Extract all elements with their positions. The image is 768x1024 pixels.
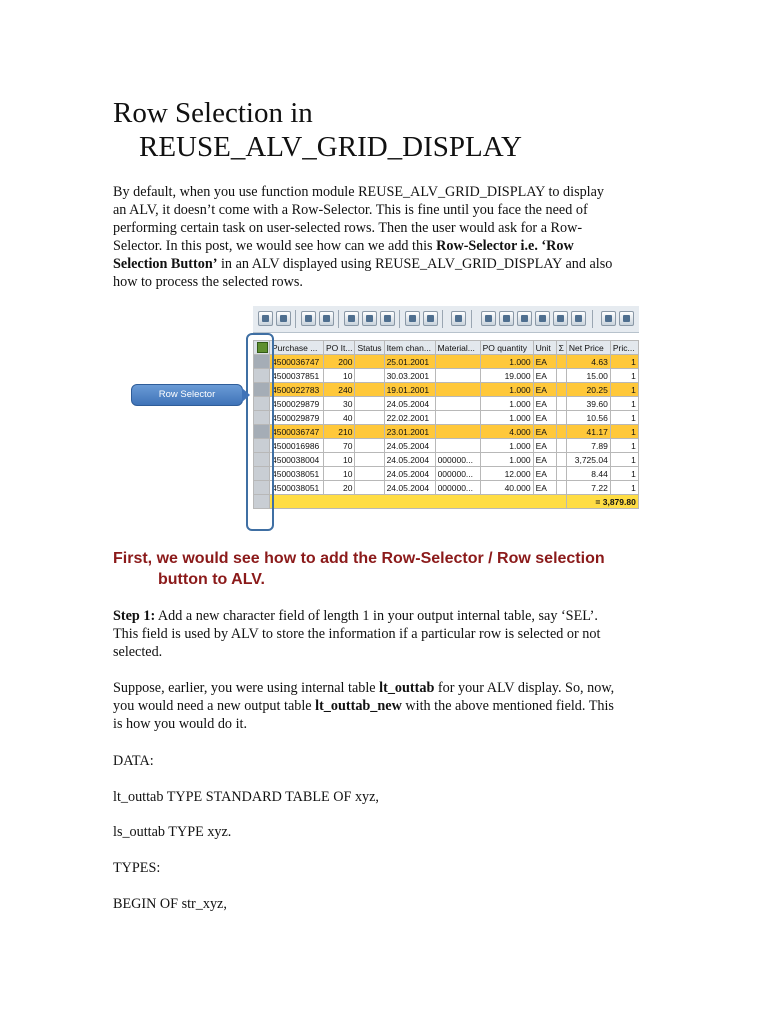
section-heading-line-1: First, we would see how to add the Row-Selector / Row selection — [113, 550, 605, 567]
toolbar-separator — [471, 310, 472, 328]
graphic-icon[interactable] — [571, 311, 586, 326]
cell-po-quantity[interactable]: 1.000 — [480, 453, 533, 467]
intro-line-2: an ALV, it doesn’t come with a Row-Selector. This is fine until you face the need of — [113, 202, 588, 218]
alv-grid-table — [253, 340, 639, 509]
cell-unit[interactable]: EA — [533, 467, 556, 481]
sort-ascending-icon[interactable] — [344, 311, 359, 326]
cell-purchase-order[interactable]: 4500022783 — [270, 383, 324, 397]
details-icon[interactable] — [258, 311, 273, 326]
cell-material[interactable]: 000000... — [435, 453, 480, 467]
code-ls-outtab: ls_outtab TYPE xyz. — [113, 824, 232, 840]
intro-line-4-bold: Row-Selector i.e. ‘Row — [436, 238, 574, 254]
suppose-line-2-text: you would need a new output table — [113, 698, 316, 714]
cell-material[interactable] — [435, 383, 480, 397]
cell-purchase-order[interactable]: 4500029879 — [270, 397, 324, 411]
suppose-line-2 — [113, 697, 653, 715]
cell-unit[interactable]: EA — [533, 383, 556, 397]
filter-icon[interactable] — [362, 311, 377, 326]
cell-po-quantity[interactable]: 1.000 — [480, 383, 533, 397]
intro-line-4-text: Selector. In this post, we would see how can we add this — [113, 238, 437, 254]
cell-net-price[interactable]: 20.25 — [566, 383, 610, 397]
cell-sum-flag[interactable] — [556, 439, 566, 453]
cell-status[interactable] — [355, 439, 384, 453]
cell-status[interactable] — [355, 453, 384, 467]
cell-po-item[interactable]: 210 — [324, 425, 355, 439]
cell-status[interactable] — [355, 425, 384, 439]
suppose-line-1-bold: lt_outtab — [379, 680, 435, 696]
table-row[interactable] — [254, 355, 639, 369]
cell-sum-flag[interactable] — [556, 481, 566, 495]
cell-sum-flag[interactable] — [556, 411, 566, 425]
alv-grid-figure — [253, 306, 639, 524]
cell-price-unit[interactable]: 1 — [610, 453, 638, 467]
cell-unit[interactable]: EA — [533, 481, 556, 495]
toolbar-separator — [399, 310, 400, 328]
cell-price-unit[interactable]: 1 — [610, 383, 638, 397]
deselect-all-icon[interactable] — [319, 311, 334, 326]
intro-line-6: how to process the selected rows. — [113, 274, 303, 290]
step1-paragraph — [113, 607, 653, 661]
table-row[interactable] — [254, 439, 639, 453]
cell-sum-flag[interactable] — [556, 369, 566, 383]
toolbar-separator — [592, 310, 593, 328]
refresh-icon[interactable] — [276, 311, 291, 326]
cell-item-changed[interactable]: 24.05.2004 — [384, 481, 435, 495]
suppose-line-1 — [113, 679, 653, 697]
cell-price-unit[interactable]: 1 — [610, 411, 638, 425]
cell-unit[interactable]: EA — [533, 369, 556, 383]
title-line-1: Row Selection in — [113, 97, 313, 129]
cell-unit[interactable]: EA — [533, 439, 556, 453]
suppose-line-1-tail: for your ALV display. So, now, — [434, 680, 615, 696]
intro-line-1: By default, when you use function module REUSE_ALV_GRID_DISPLAY to display — [113, 184, 605, 200]
cell-sum-flag[interactable] — [556, 355, 566, 369]
select-all-icon[interactable] — [301, 311, 316, 326]
cell-net-price[interactable]: 8.44 — [566, 467, 610, 481]
intro-line-5-text: in an ALV displayed using REUSE_ALV_GRID_DISPLAY and also — [217, 256, 613, 272]
cell-purchase-order[interactable]: 4500036747 — [270, 425, 324, 439]
cell-po-quantity[interactable]: 1.000 — [480, 411, 533, 425]
step1-line-2: This field is used by ALV to store the information if a particular row is selected or not — [113, 626, 601, 642]
toolbar-separator — [338, 310, 339, 328]
step1-line-3: selected. — [113, 644, 163, 660]
code-data: DATA: — [113, 753, 154, 769]
print-icon[interactable] — [451, 311, 466, 326]
code-lt-outtab: lt_outtab TYPE STANDARD TABLE OF xyz, — [113, 789, 379, 805]
grid-header-row — [254, 341, 639, 355]
col-status[interactable]: Status — [355, 341, 384, 355]
cell-material[interactable] — [435, 411, 480, 425]
row-selector-callout: Row Selector — [131, 384, 243, 406]
cell-item-changed[interactable]: 24.05.2004 — [384, 467, 435, 481]
cell-status[interactable] — [355, 397, 384, 411]
cell-item-changed[interactable]: 25.01.2001 — [384, 355, 435, 369]
cell-purchase-order[interactable]: 4500038004 — [270, 453, 324, 467]
cell-material[interactable] — [435, 355, 480, 369]
col-net-price[interactable]: Net Price — [566, 341, 610, 355]
cell-sum-flag[interactable] — [556, 453, 566, 467]
word-processing-icon[interactable] — [517, 311, 532, 326]
code-types: TYPES: — [113, 860, 161, 876]
change-layout-icon[interactable] — [601, 311, 616, 326]
cell-sum-flag[interactable] — [556, 383, 566, 397]
table-row[interactable] — [254, 383, 639, 397]
cell-po-quantity[interactable]: 4.000 — [480, 425, 533, 439]
col-po-item[interactable]: PO It... — [324, 341, 355, 355]
cell-item-changed[interactable]: 24.05.2004 — [384, 397, 435, 411]
cell-po-quantity[interactable]: 1.000 — [480, 439, 533, 453]
intro-line-5-bold: Selection Button’ — [113, 256, 218, 272]
step1-line-1-text: Add a new character field of length 1 in your output internal table, say ‘SEL’. — [155, 608, 598, 624]
cell-po-item[interactable]: 240 — [324, 383, 355, 397]
cell-material[interactable] — [435, 425, 480, 439]
cell-item-changed[interactable]: 22.02.2001 — [384, 411, 435, 425]
cell-unit[interactable]: EA — [533, 355, 556, 369]
cell-price-unit[interactable]: 1 — [610, 425, 638, 439]
section-heading — [113, 548, 673, 590]
col-unit[interactable]: Unit — [533, 341, 556, 355]
cell-purchase-order[interactable]: 4500037851 — [270, 369, 324, 383]
cell-po-item[interactable]: 40 — [324, 411, 355, 425]
cell-po-item[interactable]: 200 — [324, 355, 355, 369]
col-price-unit[interactable]: Pric... — [610, 341, 638, 355]
cell-material[interactable] — [435, 397, 480, 411]
cell-material[interactable] — [435, 439, 480, 453]
cell-net-price[interactable]: 4.63 — [566, 355, 610, 369]
cell-price-unit[interactable]: 1 — [610, 397, 638, 411]
cell-item-changed[interactable]: 23.01.2001 — [384, 425, 435, 439]
cell-po-quantity[interactable]: 12.000 — [480, 467, 533, 481]
cell-net-price[interactable]: 3,725.04 — [566, 453, 610, 467]
subtotal-icon[interactable] — [423, 311, 438, 326]
callout-pointer — [242, 388, 250, 402]
cell-price-unit[interactable]: 1 — [610, 369, 638, 383]
sum-icon[interactable] — [405, 311, 420, 326]
suppose-paragraph — [113, 679, 653, 733]
table-row[interactable] — [254, 453, 639, 467]
cell-po-item[interactable]: 30 — [324, 397, 355, 411]
section-heading-line-2: button to ALV. — [158, 571, 265, 588]
col-item-changed[interactable]: Item chan... — [384, 341, 435, 355]
col-purchase-order[interactable]: Purchase ... — [270, 341, 324, 355]
cell-sum-flag[interactable] — [556, 397, 566, 411]
cell-net-price[interactable]: 7.22 — [566, 481, 610, 495]
cell-purchase-order[interactable]: 4500038051 — [270, 467, 324, 481]
cell-status[interactable] — [355, 481, 384, 495]
code-begin: BEGIN OF str_xyz, — [113, 896, 227, 912]
table-row[interactable] — [254, 369, 639, 383]
cell-po-quantity[interactable]: 1.000 — [480, 355, 533, 369]
cell-purchase-order[interactable]: 4500038051 — [270, 481, 324, 495]
title-line-2: REUSE_ALV_GRID_DISPLAY — [139, 131, 522, 163]
cell-po-quantity[interactable]: 19.000 — [480, 369, 533, 383]
cell-status[interactable] — [355, 369, 384, 383]
table-row[interactable] — [254, 411, 639, 425]
col-material[interactable]: Material... — [435, 341, 480, 355]
col-po-quantity[interactable]: PO quantity — [480, 341, 533, 355]
cell-net-price[interactable]: 39.60 — [566, 397, 610, 411]
cell-po-item[interactable]: 70 — [324, 439, 355, 453]
row-selector-highlight — [246, 333, 274, 531]
local-file-icon[interactable] — [535, 311, 550, 326]
cell-net-price[interactable]: 15.00 — [566, 369, 610, 383]
cell-item-changed[interactable]: 24.05.2004 — [384, 453, 435, 467]
cell-material[interactable] — [435, 369, 480, 383]
filter-delete-icon[interactable] — [380, 311, 395, 326]
views-icon[interactable] — [481, 311, 496, 326]
cell-unit[interactable]: EA — [533, 453, 556, 467]
cell-status[interactable] — [355, 411, 384, 425]
net-price-total: = 3,879.80 — [566, 495, 638, 509]
total-spacer — [270, 495, 567, 509]
col-sum-flag[interactable]: Σ — [556, 341, 566, 355]
cell-item-changed[interactable]: 19.01.2001 — [384, 383, 435, 397]
table-row[interactable] — [254, 467, 639, 481]
cell-item-changed[interactable]: 24.05.2004 — [384, 439, 435, 453]
cell-price-unit[interactable]: 1 — [610, 355, 638, 369]
cell-status[interactable] — [355, 355, 384, 369]
cell-status[interactable] — [355, 467, 384, 481]
cell-price-unit[interactable]: 1 — [610, 439, 638, 453]
abc-analysis-icon[interactable] — [553, 311, 568, 326]
cell-material[interactable]: 000000... — [435, 467, 480, 481]
intro-line-5 — [113, 255, 653, 273]
suppose-line-2-tail: with the above mentioned field. This — [401, 698, 614, 714]
cell-po-item[interactable]: 10 — [324, 453, 355, 467]
step1-line-1 — [113, 607, 653, 625]
cell-unit[interactable]: EA — [533, 411, 556, 425]
table-row[interactable] — [254, 481, 639, 495]
alv-toolbar — [253, 306, 639, 333]
layout-options-icon[interactable] — [619, 311, 634, 326]
cell-purchase-order[interactable]: 4500036747 — [270, 355, 324, 369]
cell-sum-flag[interactable] — [556, 425, 566, 439]
cell-material[interactable]: 000000... — [435, 481, 480, 495]
intro-line-3: performing certain task on user-selected rows. Then the user would ask for a Row- — [113, 220, 583, 236]
cell-unit[interactable]: EA — [533, 425, 556, 439]
cell-po-quantity[interactable]: 1.000 — [480, 397, 533, 411]
cell-net-price[interactable]: 41.17 — [566, 425, 610, 439]
grid-body — [254, 355, 639, 509]
cell-price-unit[interactable]: 1 — [610, 467, 638, 481]
cell-purchase-order[interactable]: 4500016986 — [270, 439, 324, 453]
toolbar-separator — [442, 310, 443, 328]
cell-price-unit[interactable]: 1 — [610, 481, 638, 495]
export-icon[interactable] — [499, 311, 514, 326]
table-row[interactable] — [254, 397, 639, 411]
table-row[interactable] — [254, 425, 639, 439]
cell-sum-flag[interactable] — [556, 467, 566, 481]
cell-net-price[interactable]: 10.56 — [566, 411, 610, 425]
cell-po-item[interactable]: 10 — [324, 467, 355, 481]
cell-po-item[interactable]: 20 — [324, 481, 355, 495]
intro-paragraph — [113, 183, 653, 291]
suppose-line-1-text: Suppose, earlier, you were using internal table — [113, 680, 380, 696]
cell-status[interactable] — [355, 383, 384, 397]
suppose-line-2-bold: lt_outtab_new — [315, 698, 402, 714]
suppose-line-3: is how you would do it. — [113, 716, 247, 732]
cell-purchase-order[interactable]: 4500029879 — [270, 411, 324, 425]
total-row — [254, 495, 639, 509]
cell-item-changed[interactable]: 30.03.2001 — [384, 369, 435, 383]
cell-po-quantity[interactable]: 40.000 — [480, 481, 533, 495]
step1-label: Step 1: — [113, 608, 156, 624]
toolbar-separator — [295, 310, 296, 328]
cell-net-price[interactable]: 7.89 — [566, 439, 610, 453]
intro-line-4 — [113, 237, 653, 255]
cell-po-item[interactable]: 10 — [324, 369, 355, 383]
cell-unit[interactable]: EA — [533, 397, 556, 411]
